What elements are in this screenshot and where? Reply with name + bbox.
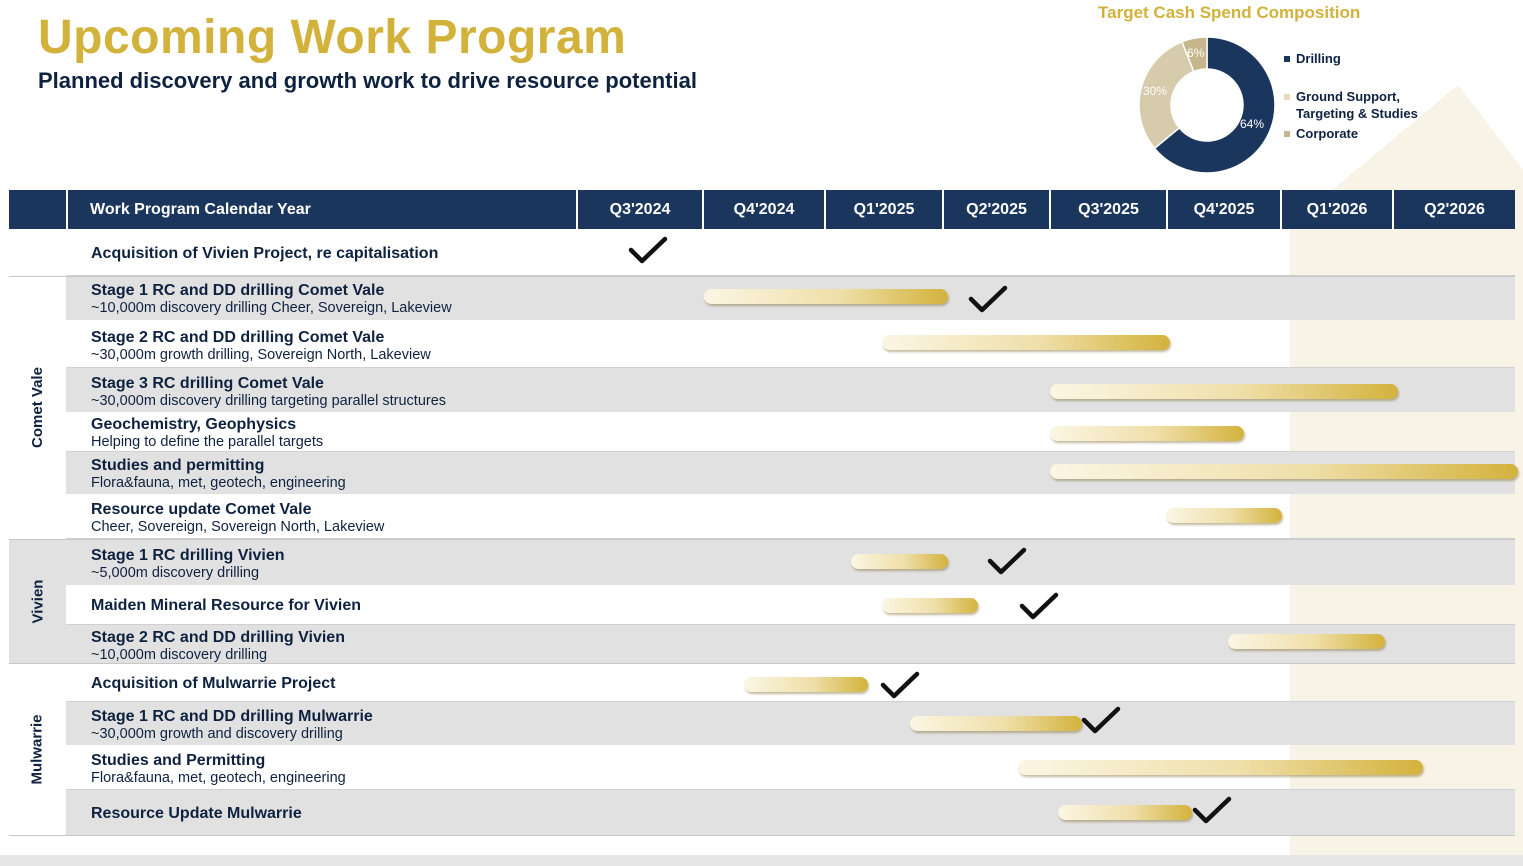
gantt-bar — [851, 554, 948, 569]
page-subtitle: Planned discovery and growth work to drive resource potential — [38, 68, 697, 93]
donut-svg — [1137, 35, 1277, 175]
gantt-bar — [882, 598, 978, 613]
check-icon — [987, 547, 1027, 577]
check-icon — [968, 285, 1008, 315]
legend-swatch — [1284, 131, 1290, 137]
legend-swatch — [1284, 94, 1290, 100]
check-icon — [628, 236, 668, 266]
legend-swatch — [1284, 56, 1290, 62]
gantt-bar — [1050, 426, 1244, 441]
gantt-bar — [704, 289, 948, 304]
task-label: Stage 3 RC drilling Comet Vale ~30,000m discovery drilling targeting parallel structures — [91, 375, 447, 409]
gantt-bar — [882, 335, 1170, 350]
quarter-header: Q3'2024 — [576, 190, 702, 229]
gantt-bar — [744, 677, 868, 692]
quarter-header: Q4'2025 — [1166, 190, 1280, 229]
check-icon — [1081, 706, 1121, 736]
gantt-bar — [1018, 760, 1423, 775]
gantt-bar — [1058, 805, 1192, 820]
group-separator — [9, 539, 1515, 540]
donut-chart-title: Target Cash Spend Composition — [1098, 3, 1361, 22]
quarter-header: Q1'2026 — [1280, 190, 1392, 229]
page-title: Upcoming Work Program — [38, 11, 627, 64]
gantt-bar — [1050, 384, 1398, 399]
task-label: Resource update Comet Vale Cheer, Sovereign, Sovereign North, Lakeview — [91, 501, 385, 535]
check-icon — [1192, 796, 1232, 826]
donut-label-ground-support: 30% — [1143, 84, 1168, 98]
quarter-header: Q1'2025 — [824, 190, 942, 229]
group-label-vivien: Vivien — [28, 579, 46, 624]
group-label-mulwarrie: Mulwarrie — [29, 714, 46, 785]
task-label: Stage 1 RC and DD drilling Comet Vale ~10,000m discovery drilling Cheer, Sovereign, Lakeview — [91, 282, 452, 316]
task-label: Geochemistry, Geophysics Helping to define the parallel targets — [91, 416, 324, 450]
donut-label-drilling: 64% — [1240, 117, 1265, 131]
task-label: Maiden Mineral Resource for Vivien — [91, 597, 362, 614]
task-label: Stage 1 RC drilling Vivien ~5,000m discovery drilling — [91, 547, 285, 581]
quarter-header: Q2'2026 — [1392, 190, 1515, 229]
task-label: Studies and permitting Flora&fauna, met, geotech, engineering — [91, 457, 346, 491]
task-label: Stage 2 RC and DD drilling Comet Vale ~30,000m growth drilling, Sovereign North, Lakeview — [91, 329, 431, 363]
group-separator — [9, 276, 1515, 277]
task-label: Acquisition of Vivien Project, re capitalisation — [91, 245, 439, 262]
header-label: Work Program Calendar Year — [66, 190, 576, 229]
task-label: Acquisition of Mulwarrie Project — [91, 675, 336, 692]
gantt-bar — [1050, 464, 1518, 479]
task-label: Studies and Permitting Flora&fauna, met, geotech, engineering — [91, 752, 346, 786]
task-label: Resource Update Mulwarrie — [91, 805, 302, 822]
task-label: Stage 1 RC and DD drilling Mulwarrie ~30,000m growth and discovery drilling — [91, 708, 373, 742]
group-label-comet-vale: Comet Vale — [29, 367, 46, 448]
task-label: Stage 2 RC and DD drilling Vivien ~10,000m discovery drilling — [91, 629, 345, 663]
gantt-bar — [1166, 508, 1282, 523]
table-header — [9, 190, 1515, 229]
group-separator — [9, 835, 1515, 836]
quarter-header: Q3'2025 — [1049, 190, 1166, 229]
quarter-header: Q4'2024 — [702, 190, 824, 229]
check-icon — [880, 671, 920, 701]
donut-label-corporate: 6% — [1187, 46, 1205, 60]
gantt-bar — [910, 716, 1082, 731]
footer-strip — [0, 855, 1523, 866]
quarter-header: Q2'2025 — [942, 190, 1049, 229]
check-icon — [1019, 592, 1059, 622]
donut-chart — [1137, 35, 1277, 175]
gantt-bar — [1228, 634, 1385, 649]
